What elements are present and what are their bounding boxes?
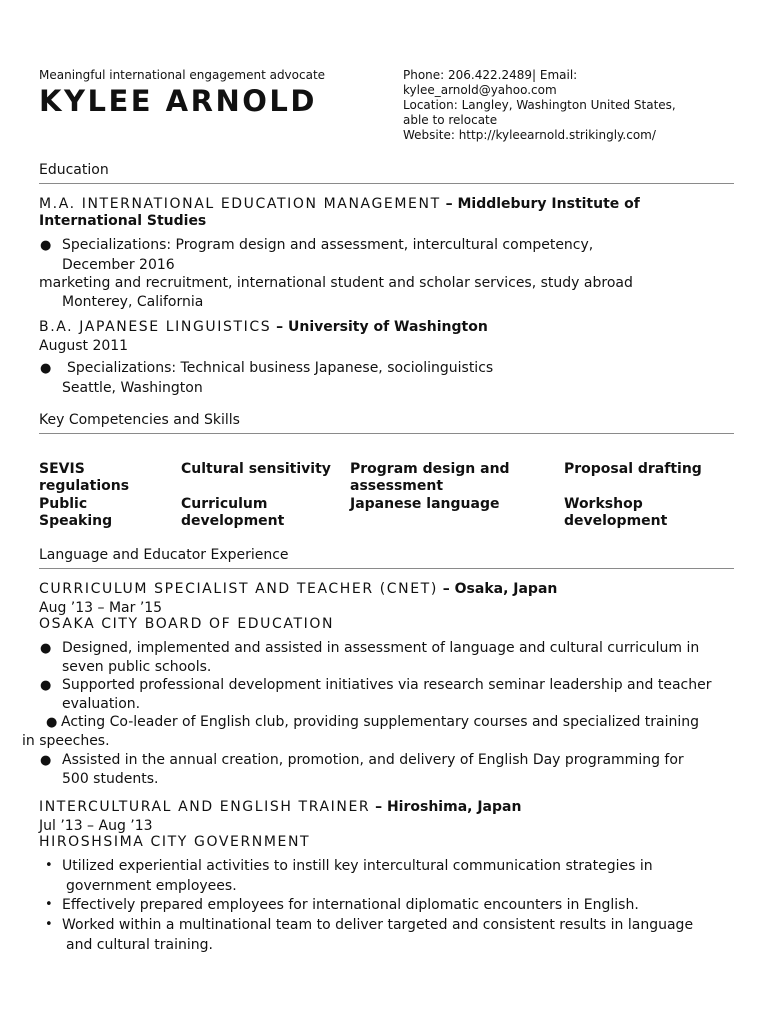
job1-bullet1: Designed, implemented and assisted in assessment of language and cultural curriculum in [62,640,700,656]
job1-bullet2-cont: evaluation. [62,696,141,712]
job1-bullet3: Acting Co-leader of English club, providing supplementary courses and specialized training [61,714,700,730]
education-heading: Education [39,162,109,178]
job1-org: OSAKA CITY BOARD OF EDUCATION [39,616,335,632]
contact-block [403,68,733,143]
ma-specializations-cont: marketing and recruitment, international student and scholar services, study abroad [39,275,633,291]
ba-date: August 2011 [39,338,129,354]
job2-title-line: INTERCULTURAL AND ENGLISH TRAINER – Hiroshima, Japan [39,799,522,815]
contact-phone-email: Phone: 206.422.2489| Email: [403,68,578,82]
skill-item: Public Speaking [39,496,113,529]
ma-school-cont: International Studies [39,213,207,229]
candidate-name: KYLEE ARNOLD [39,84,317,118]
job1-bullet3-cont: in speeches. [22,733,110,749]
job1-bullet4: Assisted in the annual creation, promotion, and delivery of English Day programming for [62,752,684,768]
skill-item: Proposal drafting [564,461,702,477]
job2-bullet1-cont: government employees. [66,878,237,894]
skill-item: Program design and assessment [350,461,510,494]
skills-heading: Key Competencies and Skills [39,412,240,428]
contact-relocate: able to relocate [403,113,498,127]
ma-degree: M.A. INTERNATIONAL EDUCATION MANAGEMENT [39,196,441,212]
job2-bullet3: Worked within a multinational team to deliver targeted and consistent results in language [62,917,694,933]
ba-degree: B.A. JAPANESE LINGUISTICS [39,319,272,335]
education-divider [39,183,734,184]
job1-dates: Aug ’13 – Mar ’15 [39,600,163,616]
contact-website[interactable]: Website: http://kyleearnold.strikingly.com/ [403,128,656,142]
contact-location: Location: Langley, Washington United States, [403,98,676,112]
ma-location: Monterey, California [62,294,204,310]
bullet-icon: ● [40,753,52,768]
job2-bullet2: Effectively prepared employees for international diplomatic encounters in English. [62,897,639,913]
skill-item: Cultural sensitivity [181,461,331,477]
job2-dates: Jul ’13 – Aug ’13 [39,818,153,834]
job2-place: Hiroshima, Japan [386,799,522,815]
bullet-icon: • [45,917,53,932]
job1-bullet1-cont: seven public schools. [62,659,212,675]
bullet-icon: ● [46,715,58,730]
job2-bullet3-cont: and cultural training. [66,937,213,953]
ma-date: December 2016 [62,257,175,273]
skill-item: SEVIS regulations [39,461,130,494]
ma-school: Middlebury Institute of [457,196,640,212]
bullet-icon: ● [40,678,52,693]
skill-item: Japanese language [350,496,500,512]
job2-bullet1: Utilized experiential activities to instill key intercultural communication strategies in [62,858,653,874]
bullet-icon: ● [40,361,52,376]
ma-degree-line: M.A. INTERNATIONAL EDUCATION MANAGEMENT – Middlebury Institute of International Studies [39,196,640,229]
ma-specializations: Specializations: Program design and assessment, intercultural competency, [62,237,594,253]
contact-email[interactable]: kylee_arnold@yahoo.com [403,83,557,97]
ba-location: Seattle, Washington [62,380,203,396]
ba-specializations: Specializations: Technical business Japanese, sociolinguistics [67,360,494,376]
experience-divider [39,568,734,569]
skills-divider [39,433,734,434]
job1-place: Osaka, Japan [454,581,558,597]
ba-school: University of Washington [287,319,488,335]
job1-bullet4-cont: 500 students. [62,771,159,787]
tagline: Meaningful international engagement advocate [39,68,326,82]
bullet-icon: • [45,858,53,873]
experience-heading: Language and Educator Experience [39,547,289,563]
skill-item: Workshop development [564,496,668,529]
bullet-icon: • [45,897,53,912]
job1-bullet2: Supported professional development initiatives via research seminar leadership and teacher [62,677,712,693]
bullet-icon: ● [40,238,52,253]
skill-item: Curriculum development [181,496,285,529]
job2-title: INTERCULTURAL AND ENGLISH TRAINER [39,799,371,815]
job1-title: CURRICULUM SPECIALIST AND TEACHER (CNET) [39,581,438,597]
job2-org: HIROSHSIMA CITY GOVERNMENT [39,834,311,850]
ba-degree-line: B.A. JAPANESE LINGUISTICS – University of Washington [39,319,488,335]
bullet-icon: ● [40,641,52,656]
job1-title-line: CURRICULUM SPECIALIST AND TEACHER (CNET) – Osaka, Japan [39,581,558,597]
